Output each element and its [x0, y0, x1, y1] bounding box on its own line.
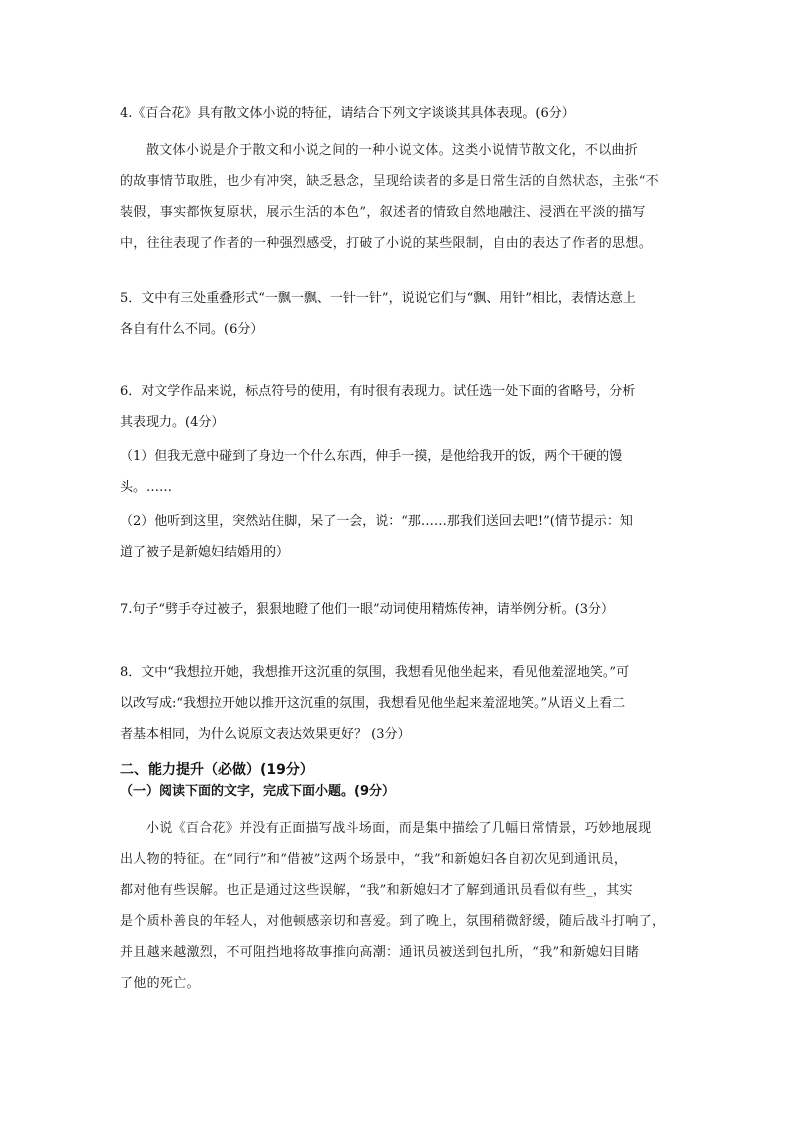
- section-2-subsection: [120, 779, 676, 999]
- question-4-passage-line: 装假，事实都恢复原状，展示生活的本色”，叙述者的情致自然地融注、浸洒在平淡的描写: [120, 205, 646, 220]
- question-8: [120, 657, 676, 750]
- subsection-heading: （一）阅读下面的文字，完成下面小题。(9分）: [120, 784, 395, 799]
- question-5-line: 各自有什么不同。(6分）: [120, 322, 264, 337]
- section-2-passage-line: 并且越来越激烈，不可阻挡地将故事推向高潮：通讯员被送到包扎所，“我”和新媳妇目睹: [120, 945, 640, 960]
- question-4-passage-line: 中，往往表现了作者的一种强烈感受，打破了小说的某些限制，自由的表达了作者的思想。: [120, 236, 653, 251]
- question-6-item-1: 头。……: [120, 480, 173, 495]
- question-7: [120, 594, 676, 625]
- question-6-item-2: （2）他听到这里，突然站住脚，呆了一会，说：“那……那我们送回去吧!”(情节提示：知: [120, 514, 633, 529]
- question-6-line: 其表现力。(4分）: [120, 415, 225, 430]
- section-2-passage-line: 都对他有些误解。也正是通过这些误解，“我”和新媳妇才了解到通讯员看似有些_，其实: [120, 883, 633, 898]
- question-6-line: 6．对文学作品来说，标点符号的使用，有时很有表现力。试任选一处下面的省略号，分析: [120, 384, 636, 399]
- question-6: [120, 376, 676, 568]
- question-4-passage-line: 的故事情节取胜，也少有冲突，缺乏悬念，呈现给读者的多是日常生活的自然状态，主张“不: [120, 174, 659, 189]
- section-2-passage-line: 出人物的特征。在“同行”和“借被”这两个场景中，“我”和新媳妇各自初次见到通讯员，: [120, 852, 628, 867]
- section-heading: 二、能力提升（必做）(19分）: [120, 762, 314, 778]
- question-4: [120, 98, 676, 259]
- question-6-item-1: （1）但我无意中碰到了身边一个什么东西，伸手一摸，是他给我开的饭，两个干硬的馒: [120, 449, 623, 464]
- question-6-item-2: 道了被子是新媳妇结婚用的）: [120, 545, 290, 560]
- question-7-line: 7.句子“劈手夺过被子，狠狠地瞪了他们一眼”动词使用精炼传神，请举例分析。(3分）: [120, 602, 615, 617]
- section-2-passage-line: 小说《百合花》并没有正面描写战斗场面，而是集中描绘了几幅日常情景，巧妙地展现: [146, 821, 652, 836]
- question-5: [120, 283, 676, 345]
- section-2-passage-line: 是个质朴善良的年轻人，对他顿感亲切和喜爱。到了晚上，氛围稍微舒缓，随后战斗打响了，: [120, 914, 666, 929]
- question-8-line: 8．文中“我想拉开她，我想推开这沉重的氛围，我想看见他坐起来，看见他羞涩地笑。”可: [120, 665, 630, 680]
- question-8-line: 以改写成:“我想拉开她以推开这沉重的氛围，我想看见他坐起来羞涩地笑。”从语义上看二: [120, 696, 626, 711]
- question-8-line: 者基本相同，为什么说原文表达效果更好？ (3分）: [120, 727, 411, 742]
- question-4-passage-line: 散文体小说是介于散文和小说之间的一种小说文体。这类小说情节散文化，不以曲折: [146, 143, 639, 158]
- question-5-line: 5．文中有三处重叠形式“一飘一飘、一针一针”，说说它们与“飘、用针”相比，表情达意上: [120, 291, 636, 306]
- question-4-prompt: 4.《百合花》具有散文体小说的特征，请结合下列文字谈谈其具体表现。(6分）: [120, 106, 575, 121]
- section-2-passage-line: 了他的死亡。: [120, 976, 200, 991]
